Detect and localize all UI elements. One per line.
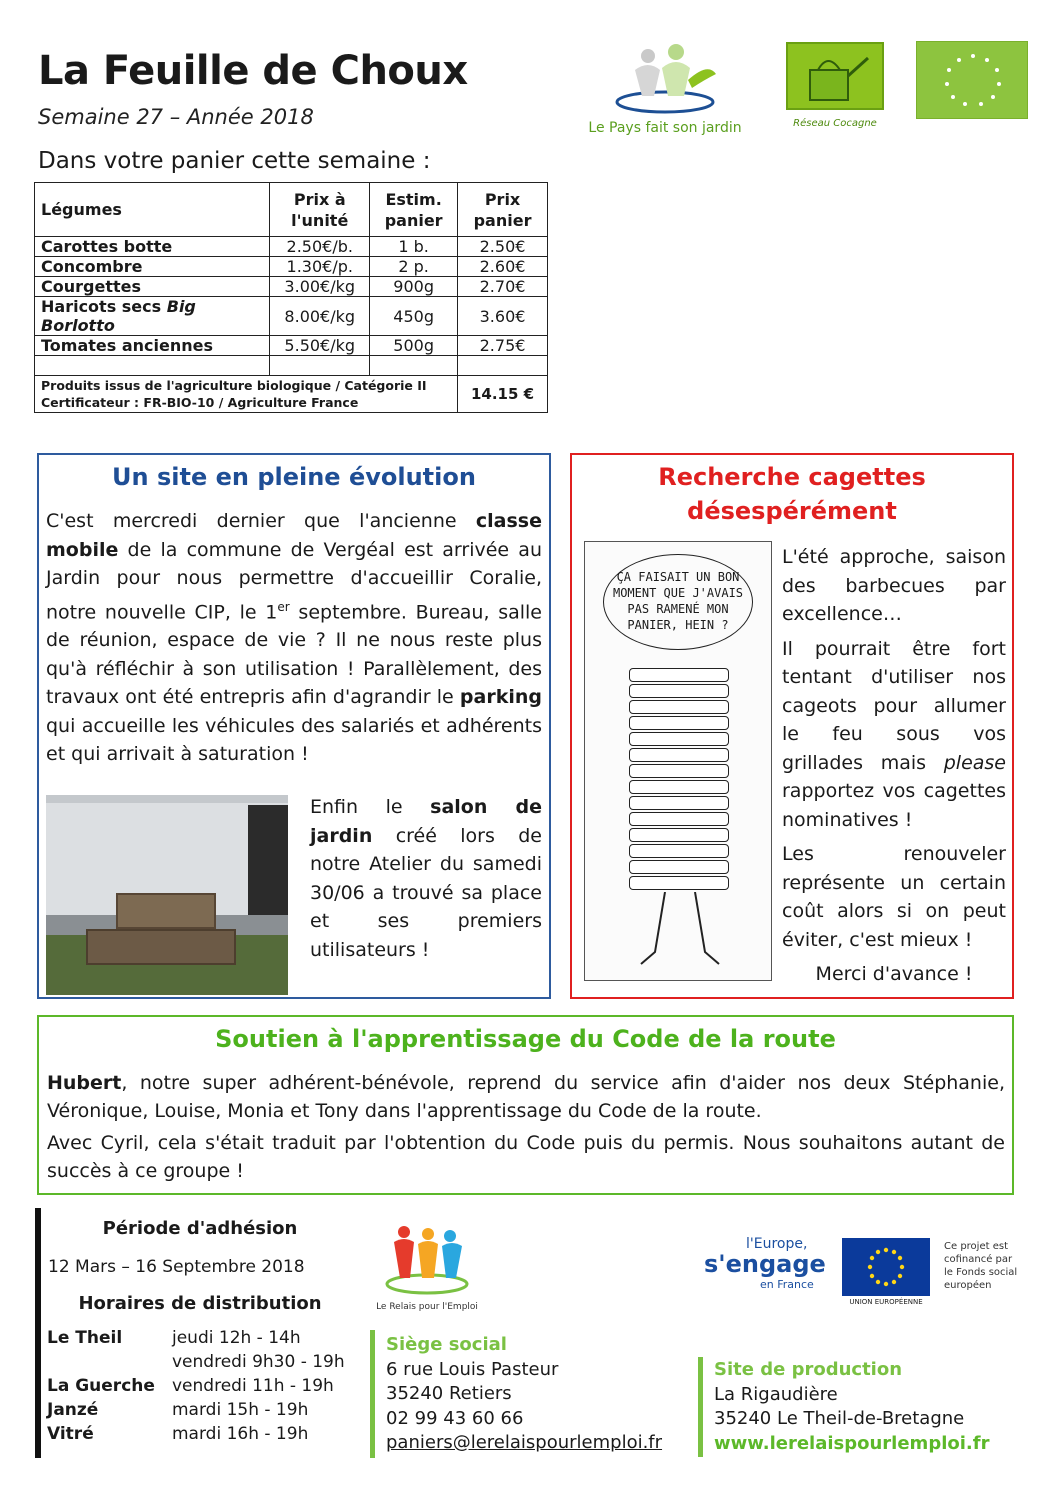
bold-text: classe mobile [46,510,542,561]
production-site-address [714,1358,989,1456]
europe-logo-line-2: s'engage [704,1250,826,1278]
head-office-address [386,1333,662,1456]
schedule-place: Janzé [47,1400,99,1420]
siege-accent-bar [370,1330,375,1458]
pays-fait-son-jardin-logo [580,40,750,140]
relais-logo-label: Le Relais pour l'Emploi [376,1302,478,1312]
head-office-phone: 02 99 43 60 66 [386,1407,524,1429]
vegetable-name: Concombre [35,257,270,277]
certification-line-1: Produits issus de l'agriculture biologique / Catégorie II [41,378,427,393]
production-site-place: La Rigaudière [714,1383,838,1405]
eu-flag-logo [842,1238,930,1306]
text-span: qui accueille les véhicules des salariés et adhérents et qui arrivait à saturation ! [46,714,542,766]
site-evolution-paragraph-2 [310,793,542,964]
adhesion-title: Période d'adhésion [102,1218,298,1239]
unit-price: 3.00€/kg [270,277,370,297]
eu-cofunding-note: Ce projet est cofinancé par le Fonds social européen [944,1241,1018,1291]
schedule-time: vendredi 11h - 19h [172,1376,334,1396]
text-span: créé lors de notre Atelier du samedi 30/06 a trouvé sa place et ses premiers utilisateurs ! [310,824,542,961]
code-route-paragraph-2: Avec Cyril, cela s'était traduit par l'obtention du Code puis du permis. Nous souhaitons autant de succès à ce groupe ! [47,1132,1005,1182]
table-row [35,277,548,297]
superscript: er [277,599,290,614]
vegetable-name: Carottes botte [35,237,270,257]
cagettes-title [572,460,1012,528]
europe-logo-line-1: l'Europe, [746,1236,808,1252]
cagettes-text [782,543,1006,989]
europe-sengage-logo [700,1236,828,1300]
organic-certification-note [35,376,458,413]
vegetable-name: Courgettes [35,277,270,297]
table-row [35,336,548,356]
schedule-time: jeudi 12h - 14h [172,1328,301,1348]
basket-price: 2.75€ [458,336,548,356]
basket-total: 14.15 € [458,376,548,413]
crates-cartoon [584,541,772,981]
text-span: , notre super adhérent-bénévole, reprend du service afin d'aider nos deux Stéphanie, Véronique, Louise, Monia et Tony dans l'apprentissage du Code de la route. [47,1072,1005,1122]
header-unit-price: Prix à l'unité [270,183,370,237]
newsletter-title: La Feuille de Choux [38,48,468,94]
unit-price: 1.30€/p. [270,257,370,277]
cagettes-paragraph-2 [782,635,1006,835]
italic-text: please [943,751,1006,774]
cartoon-speech-bubble: ÇA FAISAIT UN BON MOMENT QUE J'AVAIS PAS RAMENÉ MON PANIER, HEIN ? [603,554,753,650]
head-office-street: 6 rue Louis Pasteur [386,1358,559,1380]
cocagne-logo-label: Réseau Cocagne [793,118,877,129]
header-basket-price: Prix panier [458,183,548,237]
cartoon-legs [635,892,725,972]
empty-row [35,356,548,376]
table-footer-row [35,376,548,413]
schedule-time: mardi 16h - 19h [172,1424,309,1444]
production-site-title: Site de production [714,1359,903,1380]
cagettes-section [570,453,1014,999]
distribution-hours-title: Horaires de distribution [78,1293,322,1314]
text-span: septembre. Bureau, salle de réunion, espace de vie ? Il ne nous reste plus qu'à réfléchir à son utilisation ! Parallèlement, des travaux ont été entrepris afin d'agrandir le [46,600,542,709]
estimated-quantity: 450g [370,297,458,336]
site-accent-bar [698,1357,703,1457]
code-route-title: Soutien à l'apprentissage du Code de la route [215,1025,836,1053]
head-office-title: Siège social [386,1334,507,1355]
table-row [35,237,548,257]
estimated-quantity: 500g [370,336,458,356]
reseau-cocagne-logo [786,42,884,138]
text-span: de la commune de Vergéal est arrivée au Jardin pour nous permettre d'accueillir Coralie, notre nouvelle CIP, le 1 [46,538,542,623]
code-route-paragraph-1 [47,1069,1005,1125]
cagettes-title-line-1: Recherche cagettes [658,463,926,491]
site-evolution-section [37,453,551,999]
head-office-city: 35240 Retiers [386,1383,512,1404]
eu-organic-leaf-logo [916,41,1028,119]
basket-price: 2.50€ [458,237,548,257]
vegetable-variety: Big Borlotto [41,297,196,335]
certification-line-2: Certificateur : FR-BIO-10 / Agriculture France [41,395,359,410]
eu-label: UNION EUROPÉENNE [849,1298,923,1306]
site-evolution-title: Un site en pleine évolution [112,463,476,491]
schedule-place: Le Theil [47,1328,123,1348]
cagettes-thanks: Merci d'avance ! [815,963,973,985]
cagettes-paragraph-1: L'été approche, saison des barbecues par excellence… [782,546,1006,625]
footer-divider-bar [35,1208,41,1458]
schedule-place: Vitré [47,1424,94,1444]
table-row [35,257,548,277]
header-legumes: Légumes [35,183,270,237]
basket-price: 3.60€ [458,297,548,336]
basket-price-table [34,182,548,413]
text-span: Il pourrait être fort tentant d'utiliser nos cageots pour allumer le feu sous vos grillades mais [782,637,1006,774]
bold-text: salon de jardin [310,796,543,847]
vegetable-name-main: Haricots secs [41,297,162,316]
issue-subtitle: Semaine 27 – Année 2018 [38,105,314,129]
cagettes-title-line-2: désespérément [687,497,897,525]
text-span: Enfin le [310,796,431,818]
vegetable-name: Tomates anciennes [35,336,270,356]
bold-text: parking [459,686,542,709]
website-link[interactable]: www.lerelaispourlemploi.fr [714,1432,990,1454]
schedule-place: La Guerche [47,1376,155,1396]
schedule-row [47,1400,367,1424]
pays-logo-label: Le Pays fait son jardin [588,120,742,136]
schedule-row [47,1352,367,1376]
bold-text: Hubert [47,1072,122,1094]
estimated-quantity: 2 p. [370,257,458,277]
vegetable-name [35,297,270,336]
schedule-row [47,1328,367,1352]
header-estimate: Estim. panier [370,183,458,237]
europe-logo-line-3: en France [760,1278,814,1291]
contact-email-link[interactable]: paniers@lerelaispourlemploi.fr [386,1432,663,1453]
crate-stack-drawing [629,668,729,918]
unit-price: 5.50€/kg [270,336,370,356]
production-site-city: 35240 Le Theil-de-Bretagne [714,1408,965,1429]
cagettes-paragraph-3: Les renouveler représente un certain coût alors si on peut éviter, c'est mieux ! [782,843,1006,951]
schedule-time: mardi 15h - 19h [172,1400,309,1420]
adhesion-dates: 12 Mars – 16 Septembre 2018 [48,1257,305,1277]
unit-price: 2.50€/b. [270,237,370,257]
basket-price: 2.70€ [458,277,548,297]
unit-price: 8.00€/kg [270,297,370,336]
estimated-quantity: 900g [370,277,458,297]
basket-price: 2.60€ [458,257,548,277]
schedule-row [47,1376,367,1400]
garden-furniture-photo [46,795,288,995]
schedule-row [47,1424,367,1448]
text-span: rapportez vos cagettes nominatives ! [782,780,1006,831]
site-evolution-paragraph-1 [46,507,542,769]
code-route-section [37,1015,1014,1195]
estimated-quantity: 1 b. [370,237,458,257]
table-row [35,297,548,336]
relais-pour-emploi-logo [372,1222,482,1312]
distribution-schedule [47,1328,367,1448]
schedule-time: vendredi 9h30 - 19h [172,1352,345,1372]
text-span: C'est mercredi dernier que l'ancienne [46,510,476,532]
basket-heading: Dans votre panier cette semaine : [38,148,431,174]
